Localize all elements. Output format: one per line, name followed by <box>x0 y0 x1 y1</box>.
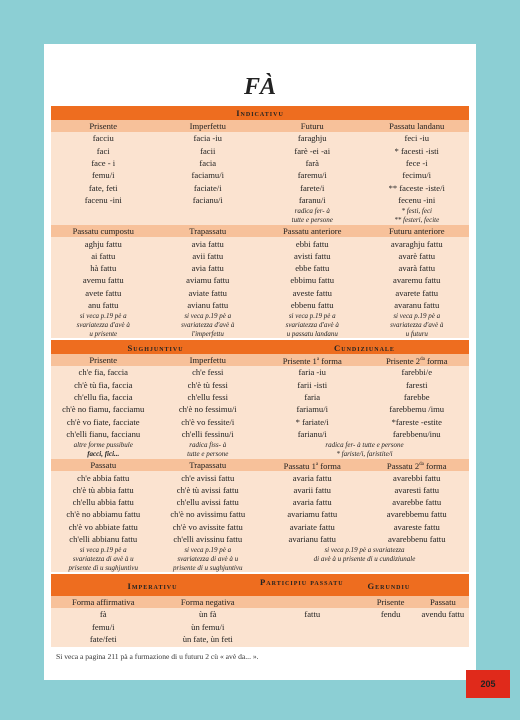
note: si veca p.19 pè a <box>79 545 127 554</box>
cell: avianu fattu <box>187 300 229 310</box>
note: svariatezza di avè à u <box>72 554 134 563</box>
cell: ch'è no abbiamu fattu <box>66 509 141 520</box>
table-row <box>51 274 469 286</box>
note: radica fiss- à <box>189 440 227 449</box>
cell: farebbi/e <box>401 367 433 378</box>
column-header: Forma affirmativa <box>71 597 135 608</box>
note: si veca p.19 pè a <box>79 311 127 320</box>
cell: *fareste -estite <box>391 416 442 427</box>
header-sup: a <box>315 461 319 467</box>
note: si veca p.19 pè a <box>393 311 441 320</box>
column-header <box>365 460 470 471</box>
note: tutte e persone <box>291 216 333 225</box>
note-row <box>51 320 469 329</box>
cell: ùn fate, ùn feti <box>182 634 233 645</box>
column-header: Prisente <box>89 355 118 366</box>
cell: ch'è vo avissite fattu <box>172 521 243 532</box>
note: * fariste/i, faristite/i <box>336 450 393 459</box>
cell: aviate fattu <box>188 287 227 298</box>
section-label: Imperativu <box>127 581 178 591</box>
column-header: Trapassatu <box>189 460 227 471</box>
footer-note: Si veca a pagina 211 pà a furmazione di u futuru 2 cù « avè da... ». <box>56 652 259 661</box>
table-row <box>51 250 469 262</box>
cell: fate/feti <box>89 634 117 645</box>
page <box>44 44 476 680</box>
table-row <box>51 157 469 169</box>
cell: avaresti fattu <box>394 484 440 495</box>
cell: ùn femu/i <box>191 621 225 632</box>
table-row <box>51 508 469 520</box>
cell: ch'elli abbianu fattu <box>69 534 138 544</box>
cell: faraghju <box>297 133 327 144</box>
cell: * fariate/i <box>295 416 329 427</box>
cell: farii -isti <box>297 379 328 390</box>
table-row <box>51 484 469 496</box>
cell: ch'e abbia fattu <box>77 472 130 483</box>
cell: facii <box>200 145 216 156</box>
header-tail: forma <box>318 460 341 471</box>
cell: farebbenu/inu <box>392 428 441 439</box>
note: radica fer- à <box>294 206 330 215</box>
cell: avaremu fattu <box>393 275 441 286</box>
cell: feci -iu <box>404 133 430 144</box>
cell: facia -iu <box>193 133 222 144</box>
note-row <box>51 545 469 554</box>
header-sup: da <box>419 461 424 467</box>
column-header: Passatu <box>90 460 117 471</box>
cell: ch'e fessi <box>192 367 224 378</box>
table-row <box>51 132 469 144</box>
column-header: Passatu landanu <box>389 121 445 132</box>
cell: ai fattu <box>91 250 116 261</box>
cell: ùn fà <box>199 609 217 620</box>
cell: ch'è no fessimu/i <box>178 404 237 415</box>
column-header: Prisente <box>89 121 118 132</box>
page-title: FÀ <box>243 74 276 100</box>
table-row <box>51 145 469 157</box>
table-row <box>51 533 469 545</box>
cell: farè -ei -ai <box>294 145 331 156</box>
note: tutte e persone <box>187 450 229 459</box>
table-row <box>51 379 469 391</box>
cell: ch'è tù abbia fattu <box>72 484 134 495</box>
note: prisente di u sughjuntivu <box>173 563 243 572</box>
cell: ebbi fattu <box>295 238 329 249</box>
column-header: Futuru <box>300 121 324 132</box>
cell: ch'ellu abbia fattu <box>72 497 134 508</box>
cell: avarianu fattu <box>288 534 336 544</box>
header-sup: a <box>316 356 320 362</box>
cell: avarà fattu <box>398 263 435 274</box>
table-row <box>51 169 469 181</box>
section-label: Sughjuntivu <box>127 343 184 353</box>
note: facci, fici... <box>87 450 120 459</box>
table-row <box>51 237 469 249</box>
cell: fece -i <box>405 158 428 169</box>
cell: faranu/i <box>298 194 326 205</box>
cell: facciu <box>92 133 114 144</box>
table-row <box>51 496 469 508</box>
note-row <box>51 449 469 459</box>
header-tail: forma <box>319 355 342 366</box>
cell: ebbenu fattu <box>290 300 334 310</box>
note: si veca p.19 pè a <box>288 311 336 320</box>
cell: femu/i <box>92 621 115 632</box>
cell: ebbimu fattu <box>290 275 335 286</box>
table-row <box>51 471 469 483</box>
column-header: Imperfettu <box>189 121 226 132</box>
note: * festi, feci <box>401 206 433 215</box>
header-sup: da <box>420 356 425 362</box>
cell: avareste fattu <box>393 521 440 532</box>
cell: fate, feti <box>88 182 118 193</box>
note: u prisente <box>89 329 118 338</box>
cell: avisti fattu <box>293 250 331 261</box>
table-row <box>51 299 469 311</box>
column-header: Passatu <box>429 597 456 608</box>
cell: ch'e avissi fattu <box>181 472 235 483</box>
note-row <box>51 329 469 338</box>
header-text: Prisente 2 <box>385 355 421 366</box>
cell: fecenu -ini <box>398 194 436 205</box>
cell: ch'è tù avissi fattu <box>176 484 239 495</box>
note-row <box>51 215 469 225</box>
table-row <box>51 194 469 206</box>
section-label: Gerundiu <box>367 581 411 591</box>
cell: avii fattu <box>192 250 224 261</box>
cell: avarebbenu fattu <box>387 534 446 544</box>
cell: facia <box>199 158 217 169</box>
cell: ch'e fia, faccia <box>78 367 128 378</box>
cell: ch'elli fianu, faccianu <box>66 428 141 439</box>
table-row <box>51 521 469 533</box>
cell: * facesti -isti <box>394 145 439 156</box>
cell: aviamu fattu <box>186 275 230 286</box>
cell: aveste fattu <box>292 287 332 298</box>
column-header: Passatu cumpostu <box>72 226 134 237</box>
indicative-table <box>51 106 469 338</box>
section-label: Cundiziunale <box>334 343 395 353</box>
cell: farete/i <box>300 182 325 193</box>
note: altre forme pussibule <box>73 440 133 449</box>
note: svariatezza d'avè à <box>76 320 130 329</box>
cell: femu/i <box>92 170 115 181</box>
cell: avaranu fattu <box>394 300 440 310</box>
cell: avarebbe fattu <box>392 497 442 508</box>
header-tail: forma <box>423 460 447 471</box>
cell: faremu/i <box>297 170 327 181</box>
cell: faresti <box>406 379 428 390</box>
table-body <box>51 608 469 647</box>
cell: avarii fattu <box>293 484 331 495</box>
cell: avia fattu <box>191 238 224 249</box>
table-body <box>51 237 469 338</box>
note: prisente di u sughjuntivu <box>68 563 138 572</box>
cell: avemu fattu <box>82 275 124 286</box>
note: svariatezza d'avè à <box>181 320 235 329</box>
cell: ch'è vo fessite/i <box>181 416 235 427</box>
note: si veca p.19 pè a <box>184 311 232 320</box>
header-text: Passatu 2 <box>386 460 420 471</box>
cell: fattu <box>304 609 321 620</box>
cell: ch'è no avissimu fattu <box>170 509 246 520</box>
cell: fecimu/i <box>402 170 432 181</box>
cell: faciamu/i <box>191 170 224 181</box>
note: ** festeri, fecite <box>394 216 440 225</box>
table-row <box>51 428 469 440</box>
column-header <box>260 355 365 366</box>
cell: farianu/i <box>297 428 327 439</box>
cell: avendu fattu <box>421 609 465 620</box>
table-row <box>51 287 469 299</box>
note: radica fer- à tutte e persone <box>325 440 404 449</box>
cell: avarebbi fattu <box>393 472 441 483</box>
cell: fendu <box>380 609 401 620</box>
section-label: Indicativu <box>236 108 284 118</box>
section-subjunctive <box>51 340 469 354</box>
cell: ch'è no fiamu, facciamu <box>62 404 145 415</box>
cell: farebbemu /imu <box>389 404 445 415</box>
cell: fariamu/i <box>296 404 328 415</box>
column-header: Trapassatu <box>189 226 227 237</box>
cell: avarebbemu fattu <box>386 509 447 520</box>
note: si veca p.19 pè a <box>184 545 232 554</box>
cell: anu fattu <box>88 300 119 310</box>
table-header <box>51 354 469 366</box>
cell: avarete fattu <box>395 287 439 298</box>
cell: avariamu fattu <box>287 509 338 520</box>
cell: hà fattu <box>90 263 117 274</box>
cell: ch'elli fessinu/i <box>181 428 234 439</box>
table-header <box>51 120 469 132</box>
section-imperative <box>51 574 469 596</box>
table-row <box>51 633 469 645</box>
note-row <box>51 206 469 215</box>
note-row <box>51 311 469 320</box>
table-row <box>51 391 469 403</box>
cell: avaria fattu <box>292 497 332 508</box>
header-text: Passatu 1 <box>283 460 316 471</box>
cell: ch'ellu fessi <box>187 392 228 403</box>
cell: faria <box>304 392 321 403</box>
note: svariatezza di avè à u <box>177 554 239 563</box>
cell: ebbe fattu <box>295 263 330 274</box>
table-row <box>51 415 469 427</box>
table-row <box>51 181 469 193</box>
table-row <box>51 262 469 274</box>
header-text: Prisente 1 <box>282 355 317 366</box>
page-number: 205 <box>466 670 510 698</box>
column-header <box>260 460 365 471</box>
table-body <box>51 132 469 225</box>
cell: facenu -ini <box>84 194 122 205</box>
section-label: Participiu passatu <box>260 577 344 587</box>
column-header: Forma negativa <box>180 597 235 608</box>
note: svariatezza d'avè à <box>390 320 444 329</box>
column-header: Passatu anteriore <box>283 226 342 237</box>
cell: avarè fattu <box>398 250 435 261</box>
column-header: Futuru anteriore <box>388 226 445 237</box>
cell: faciate/i <box>193 182 222 193</box>
table-header <box>51 459 469 471</box>
table-header <box>51 225 469 237</box>
cell: ch'elli avissinu fattu <box>173 534 243 544</box>
table-row <box>51 366 469 378</box>
cell: ** faceste -iste/i <box>388 182 445 193</box>
header-tail: forma <box>424 355 448 366</box>
cell: fà <box>99 609 107 620</box>
column-header: Imperfettu <box>189 355 226 366</box>
table-row <box>51 403 469 415</box>
cell: farà <box>305 158 319 169</box>
note-row <box>51 563 469 572</box>
cell: ch'ellu avissi fattu <box>176 497 239 508</box>
subjunctive-table <box>51 340 469 572</box>
cell: ch'è tù fessi <box>187 379 228 390</box>
note: l'imperfettu <box>191 329 224 338</box>
cell: avaraghju fattu <box>390 238 443 249</box>
cell: aghju fattu <box>84 238 122 249</box>
cell: face - i <box>91 158 116 169</box>
cell: ch'è vo abbiate fattu <box>68 521 138 532</box>
cell: avete fattu <box>85 287 122 298</box>
section-indicative <box>51 106 469 120</box>
cell: ch'ellu fia, faccia <box>73 392 133 403</box>
note: di avè à u prisente di u cundiziunale <box>313 554 416 563</box>
table-header <box>51 596 469 608</box>
table-body <box>51 366 469 459</box>
cell: farebbe <box>403 392 430 403</box>
note-row <box>51 554 469 563</box>
note: si veca p.19 pè a svariatezza <box>324 545 405 554</box>
cell: faria -iu <box>298 367 326 378</box>
cell: facianu/i <box>192 194 223 205</box>
table-row <box>51 621 469 633</box>
note: svariatezza d'avè à <box>285 320 339 329</box>
note: u passatu landanu <box>286 329 338 338</box>
cell: ch'è vo fiate, facciate <box>66 416 140 427</box>
note: u futuru <box>405 329 428 338</box>
table-row <box>51 608 469 620</box>
cell: avaria fattu <box>292 472 332 483</box>
cell: avia fattu <box>191 263 224 274</box>
table-body <box>51 471 469 572</box>
column-header: Prisente <box>376 597 405 608</box>
cell: avariate fattu <box>289 521 335 532</box>
column-header <box>365 355 470 366</box>
note-row <box>51 440 469 449</box>
cell: ch'è tù fia, faccia <box>74 379 133 390</box>
cell: faci <box>96 145 110 156</box>
imperative-table <box>51 574 469 647</box>
